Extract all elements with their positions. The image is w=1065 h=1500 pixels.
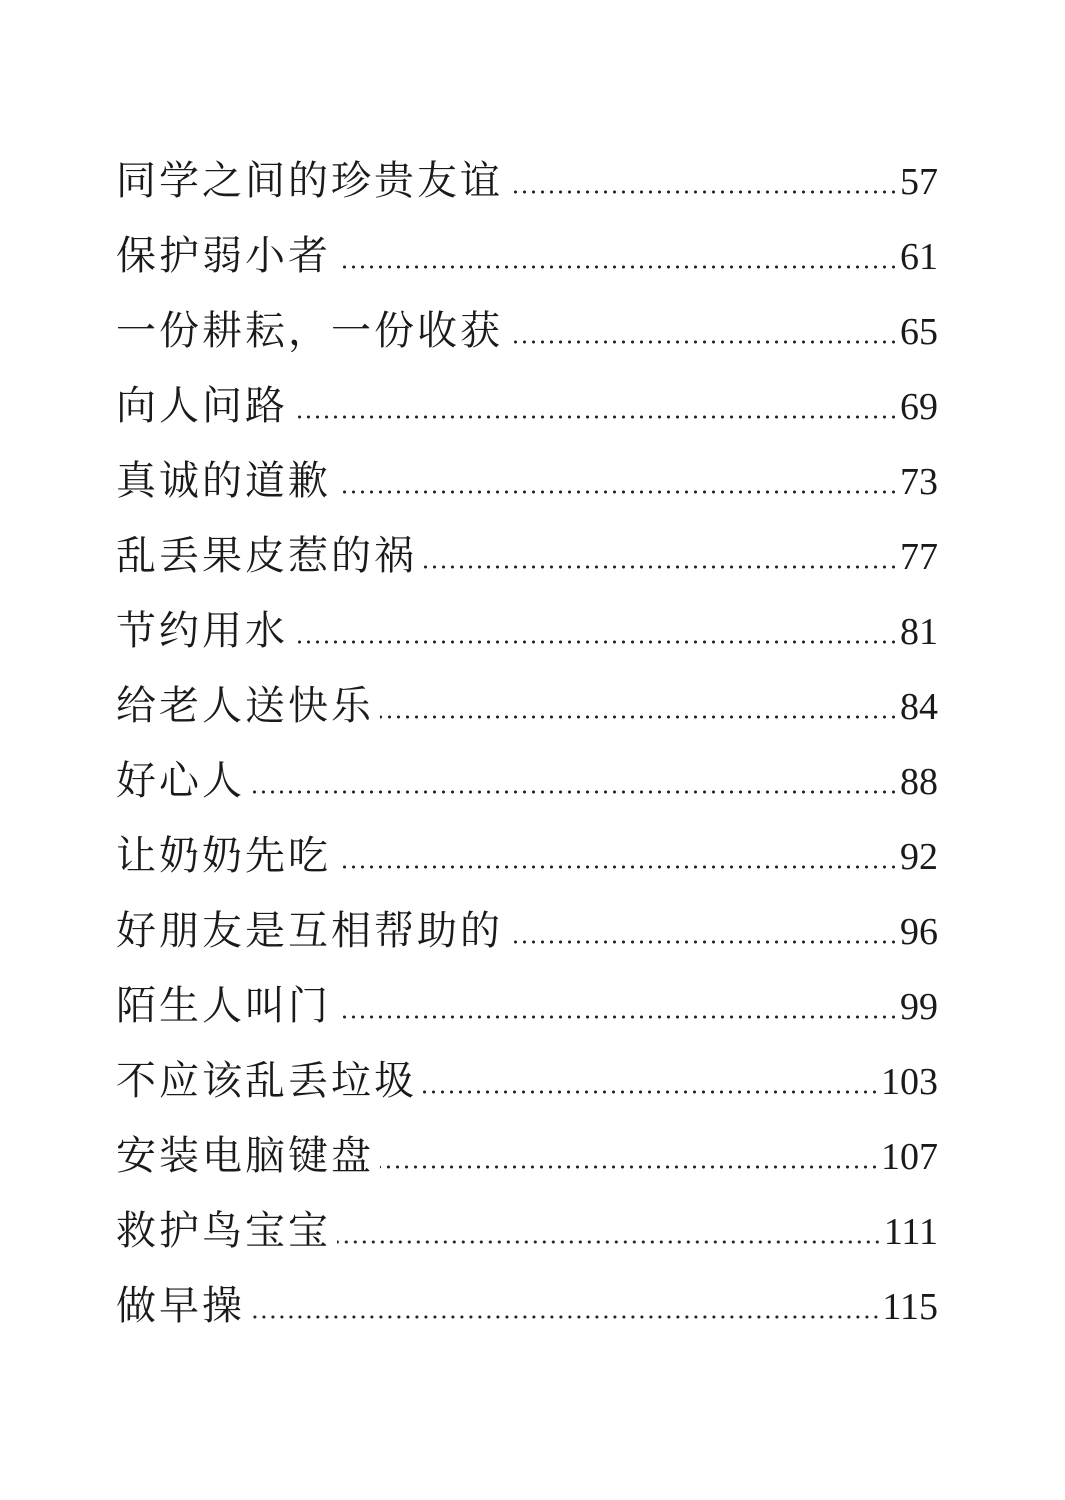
toc-entry[interactable] bbox=[116, 1194, 938, 1269]
toc-entry-page: 111 bbox=[883, 1211, 938, 1253]
toc-entry[interactable] bbox=[116, 744, 938, 819]
toc-entry[interactable] bbox=[116, 1044, 938, 1119]
toc-dot-leader bbox=[423, 565, 898, 569]
toc-entry-page: 92 bbox=[900, 836, 938, 878]
toc-entry-title: 不应该乱丢垃圾 bbox=[116, 1058, 417, 1104]
toc-entry-title: 陌生人叫门 bbox=[116, 983, 331, 1029]
toc-entry-page: 115 bbox=[882, 1286, 938, 1328]
toc-dot-leader bbox=[423, 1090, 879, 1094]
toc-dot-leader bbox=[337, 865, 898, 869]
toc-dot-leader bbox=[337, 1240, 882, 1244]
toc-entry-page: 69 bbox=[900, 386, 938, 428]
toc-dot-leader bbox=[294, 415, 898, 419]
toc-entry[interactable] bbox=[116, 219, 938, 294]
toc-entry[interactable] bbox=[116, 444, 938, 519]
toc-entry-page: 107 bbox=[881, 1136, 938, 1178]
toc-entry-page: 81 bbox=[900, 611, 938, 653]
toc-dot-leader bbox=[294, 640, 898, 644]
toc-dot-leader bbox=[509, 940, 898, 944]
toc-entry-page: 96 bbox=[900, 911, 938, 953]
toc-entry[interactable] bbox=[116, 369, 938, 444]
toc-entry[interactable] bbox=[116, 669, 938, 744]
toc-entry-title: 做早操 bbox=[116, 1283, 245, 1329]
toc-entry-page: 61 bbox=[900, 236, 938, 278]
toc-entry[interactable] bbox=[116, 969, 938, 1044]
toc-entry[interactable] bbox=[116, 294, 938, 369]
toc-entry-page: 84 bbox=[900, 686, 938, 728]
toc-entry-title: 好心人 bbox=[116, 758, 245, 804]
toc-dot-leader bbox=[337, 1015, 898, 1019]
toc-entry-title: 一份耕耘，一份收获 bbox=[116, 308, 503, 354]
toc-entry-title: 节约用水 bbox=[116, 608, 288, 654]
toc-entry-page: 88 bbox=[900, 761, 938, 803]
toc-entry-title: 向人问路 bbox=[116, 383, 288, 429]
toc-entry[interactable] bbox=[116, 1269, 938, 1344]
toc-entry-page: 103 bbox=[881, 1061, 938, 1103]
toc-dot-leader bbox=[251, 790, 898, 794]
toc-entry-title: 真诚的道歉 bbox=[116, 458, 331, 504]
toc-entry-title: 保护弱小者 bbox=[116, 233, 331, 279]
toc-entry[interactable] bbox=[116, 819, 938, 894]
toc-entry-page: 65 bbox=[900, 311, 938, 353]
toc-entry[interactable] bbox=[116, 894, 938, 969]
table-of-contents bbox=[116, 144, 938, 1344]
toc-entry-page: 99 bbox=[900, 986, 938, 1028]
toc-entry-title: 乱丢果皮惹的祸 bbox=[116, 533, 417, 579]
toc-entry-title: 让奶奶先吃 bbox=[116, 833, 331, 879]
toc-entry[interactable] bbox=[116, 519, 938, 594]
toc-entry-page: 77 bbox=[900, 536, 938, 578]
toc-dot-leader bbox=[337, 490, 898, 494]
toc-dot-leader bbox=[380, 1165, 879, 1169]
toc-dot-leader bbox=[337, 265, 898, 269]
toc-entry[interactable] bbox=[116, 1119, 938, 1194]
toc-entry-page: 73 bbox=[900, 461, 938, 503]
toc-dot-leader bbox=[509, 190, 898, 194]
toc-entry-title: 救护鸟宝宝 bbox=[116, 1208, 331, 1254]
toc-entry-title: 好朋友是互相帮助的 bbox=[116, 908, 503, 954]
toc-entry[interactable] bbox=[116, 144, 938, 219]
toc-dot-leader bbox=[251, 1315, 880, 1319]
toc-entry-title: 安装电脑键盘 bbox=[116, 1133, 374, 1179]
toc-dot-leader bbox=[509, 340, 898, 344]
toc-dot-leader bbox=[380, 715, 898, 719]
toc-entry[interactable] bbox=[116, 594, 938, 669]
toc-entry-title: 给老人送快乐 bbox=[116, 683, 374, 729]
toc-entry-title: 同学之间的珍贵友谊 bbox=[116, 158, 503, 204]
toc-entry-page: 57 bbox=[900, 161, 938, 203]
